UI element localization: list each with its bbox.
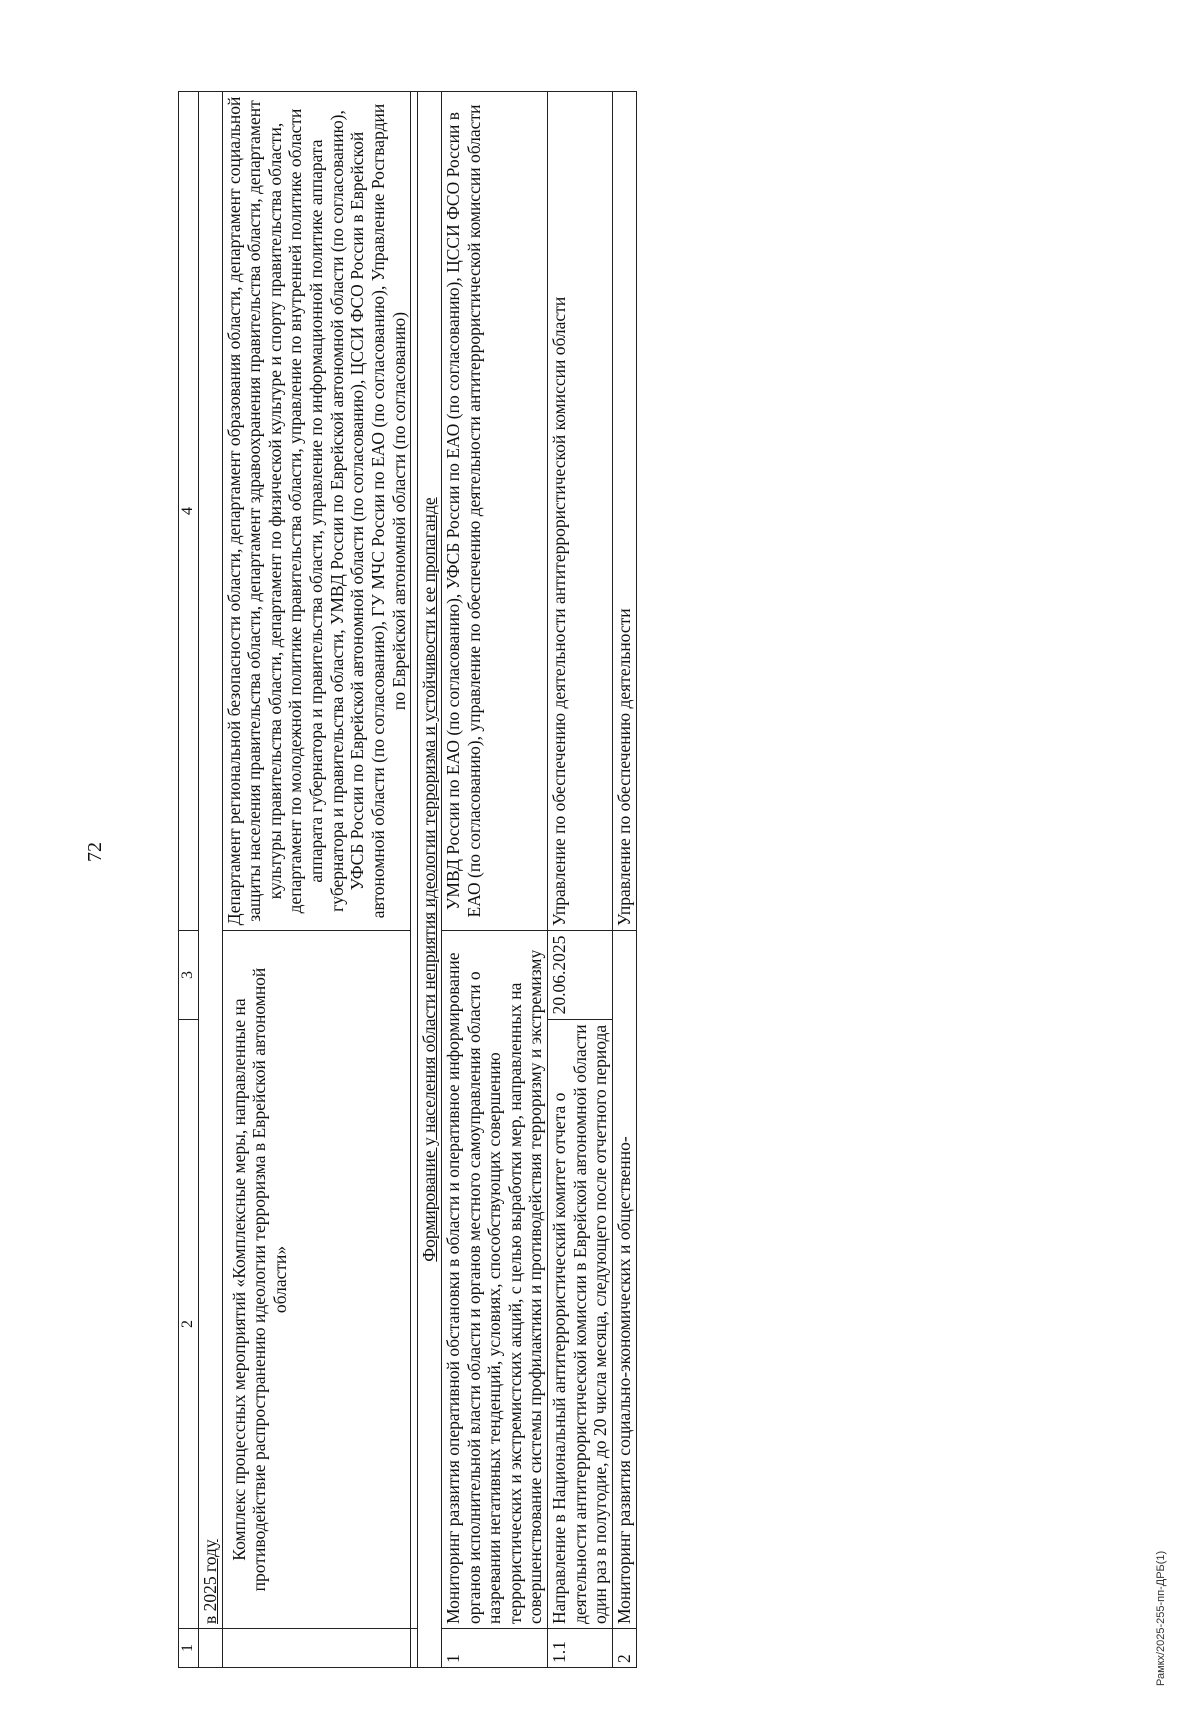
year-row-num — [198, 1629, 222, 1668]
row-number: 2 — [613, 1629, 637, 1668]
complex-row-text: Комплекс процессных мероприятий «Комплексные меры, направленные на противодействие распространению идеологии терроризма в Еврейской автономной области» — [222, 931, 411, 1629]
row-executors: УМВД России по ЕАО (по согласованию), УФСБ России по ЕАО (по согласованию), ЦССИ ФСО России в ЕАО (по согласованию), управление по обеспечению деятельности антитеррористической комиссии области — [441, 92, 547, 931]
header-col-3: 3 — [179, 931, 199, 1020]
header-col-2: 2 — [179, 1020, 199, 1629]
row-text: Направление в Национальный антитеррористический комитет отчета о деятельности антитеррористической комиссии в Еврейской автономной области один раз в полугодие, до 20 числа месяца, следующего после отчетного периода — [548, 1020, 613, 1629]
row-number: 1.1 — [548, 1629, 613, 1668]
year-label: в 2025 году — [199, 1539, 220, 1624]
row-date: 20.06.2025 — [548, 931, 613, 1020]
row-text: Мониторинг развития оперативной обстановки в области и оперативное информирование органов исполнительной власти области и органов местного самоуправления области о назревании негативных тенденций, условиях, способствующих совершению террористических и экстремистских акций, с целью выработки мер, направленных на совершенствование системы профилактики и противодействия терроризму и экстремизму — [441, 931, 547, 1629]
spacer-cell-1 — [411, 1629, 418, 1668]
section-title-text: Формирование у населения области неприятия идеологии терроризма и устойчивости к ее пропаганде — [419, 497, 440, 1262]
table-row — [613, 92, 637, 1668]
page-number: 72 — [84, 842, 106, 862]
row-text: Мониторинг развития социально-экономических и общественно- — [613, 931, 637, 1629]
section-row — [418, 92, 442, 1668]
table-row — [441, 92, 547, 1668]
complex-row-executors: Департамент региональной безопасности области, департамент образования области, департамент социальной защиты населения правительства области, департамент здравоохранения правительства области, департамент культуры правительства области, департамент по физической культуре и спорту правительства области, департамент по молодежной политике правительства области, управление по внутренней политике области аппарата губернатора и правительства области, управление по информационной политике аппарата губернатора и правительства области, УМВД России по Еврейской автономной области (по согласованию), УФСБ России по Еврейской автономной области (по согласованию), ЦССИ ФСО России в Еврейской автономной области (по согласованию), ГУ МЧС России по ЕАО (по согласованию), Управление Росгвардии по Еврейской автономной области (по согласованию) — [222, 92, 411, 931]
year-row — [198, 92, 222, 1668]
spacer-row — [411, 92, 418, 1668]
complex-row — [222, 92, 411, 1668]
footer-doc-code: Рамкх/2025-255-пп-ДРБ(1) — [1155, 1550, 1167, 1686]
plan-table — [178, 91, 637, 1668]
table-header-row — [179, 92, 199, 1668]
header-col-4: 4 — [179, 92, 199, 931]
year-row-text — [198, 92, 222, 1629]
rotated-table-container — [178, 96, 637, 1668]
table-row — [548, 92, 613, 1668]
section-title — [418, 92, 442, 1668]
row-executors: Управление по обеспечению деятельности — [613, 92, 637, 931]
row-executors: Управление по обеспечению деятельности антитеррористической комиссии области — [548, 92, 613, 931]
complex-row-num — [222, 1629, 411, 1668]
spacer-cell-2 — [411, 92, 418, 1629]
header-col-1: 1 — [179, 1629, 199, 1668]
row-number: 1 — [441, 1629, 547, 1668]
